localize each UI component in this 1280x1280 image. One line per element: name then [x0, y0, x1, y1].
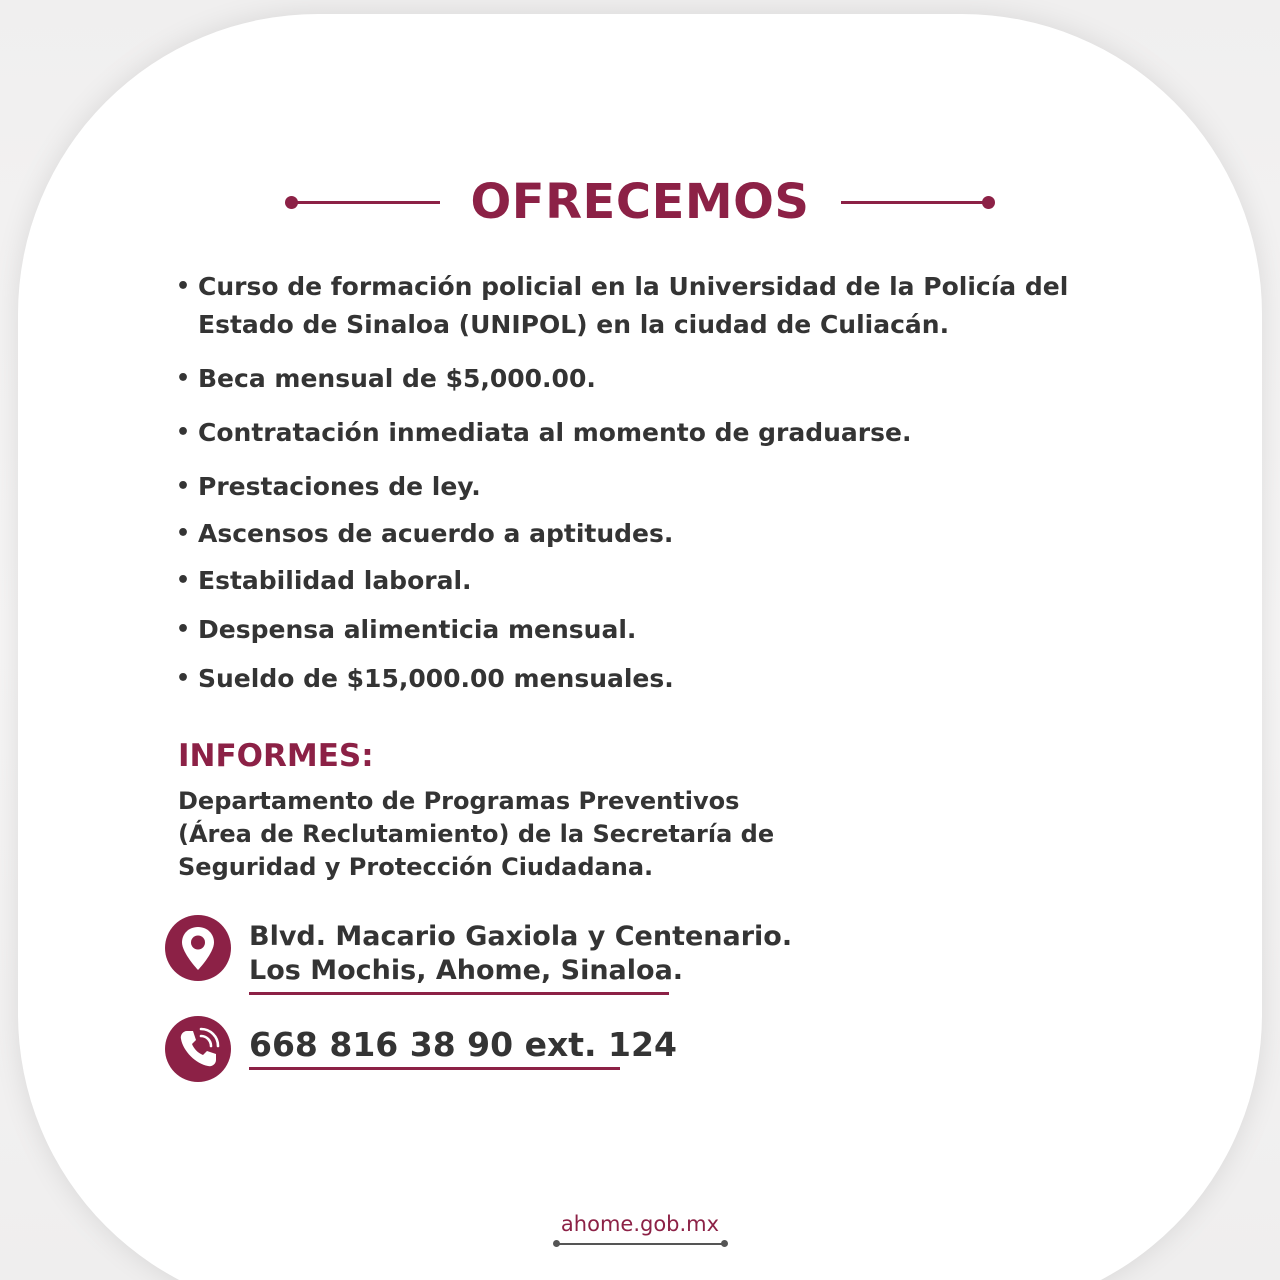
benefit-text: Estado de Sinaloa (UNIPOL) en la ciudad de Culiacán.	[198, 310, 950, 339]
benefits-list	[176, 268, 1106, 709]
informes-text	[178, 785, 818, 884]
benefit-text: Beca mensual de $5,000.00.	[198, 364, 596, 393]
heading-row	[0, 170, 1280, 234]
benefit-item	[176, 562, 1106, 611]
phone-number[interactable]: 668 816 38 90 ext. 124	[249, 1025, 677, 1064]
benefit-item	[176, 660, 1106, 709]
bullet: •	[176, 366, 191, 391]
address[interactable]	[249, 920, 792, 988]
heading-left-line	[290, 201, 440, 204]
benefit-text: Despensa alimenticia mensual.	[198, 615, 637, 644]
informes-title: INFORMES:	[178, 738, 374, 774]
benefit-text: Estabilidad laboral.	[198, 566, 472, 595]
benefit-text: Sueldo de $15,000.00 mensuales.	[198, 664, 674, 693]
footer-right-dot	[721, 1240, 728, 1247]
phone-underline	[249, 1067, 620, 1070]
page-title: OFRECEMOS	[470, 174, 810, 230]
bullet: •	[176, 617, 191, 642]
benefit-item	[176, 268, 1106, 360]
address-line: Blvd. Macario Gaxiola y Centenario.	[249, 921, 793, 952]
phone-icon	[165, 1016, 231, 1082]
informes-line: Seguridad y Protección Ciudadana.	[178, 853, 654, 881]
footer-line	[556, 1243, 724, 1245]
bullet: •	[176, 521, 191, 546]
location-pin-icon	[165, 915, 231, 981]
bullet: •	[176, 274, 191, 299]
address-underline	[249, 992, 669, 995]
informes-line: Departamento de Programas Preventivos	[178, 787, 740, 815]
address-line: Los Mochis, Ahome, Sinaloa.	[249, 955, 684, 986]
heading-right-dot	[982, 196, 995, 209]
bullet: •	[176, 474, 191, 499]
benefit-item	[176, 611, 1106, 660]
benefit-text: Contratación inmediata al momento de graduarse.	[198, 418, 912, 447]
benefit-item	[176, 360, 1106, 414]
bullet: •	[176, 666, 191, 691]
benefit-item	[176, 414, 1106, 468]
heading-right-line	[841, 201, 991, 204]
benefit-text: Prestaciones de ley.	[198, 472, 481, 501]
benefit-text: Ascensos de acuerdo a aptitudes.	[198, 519, 674, 548]
benefit-item	[176, 468, 1106, 515]
informes-line: (Área de Reclutamiento) de la Secretaría de	[178, 820, 775, 848]
bullet: •	[176, 420, 191, 445]
bullet: •	[176, 568, 191, 593]
benefit-item	[176, 515, 1106, 562]
benefit-text: Curso de formación policial en la Universidad de la Policía del	[198, 272, 1069, 301]
footer-url-link[interactable]: ahome.gob.mx	[560, 1212, 720, 1236]
